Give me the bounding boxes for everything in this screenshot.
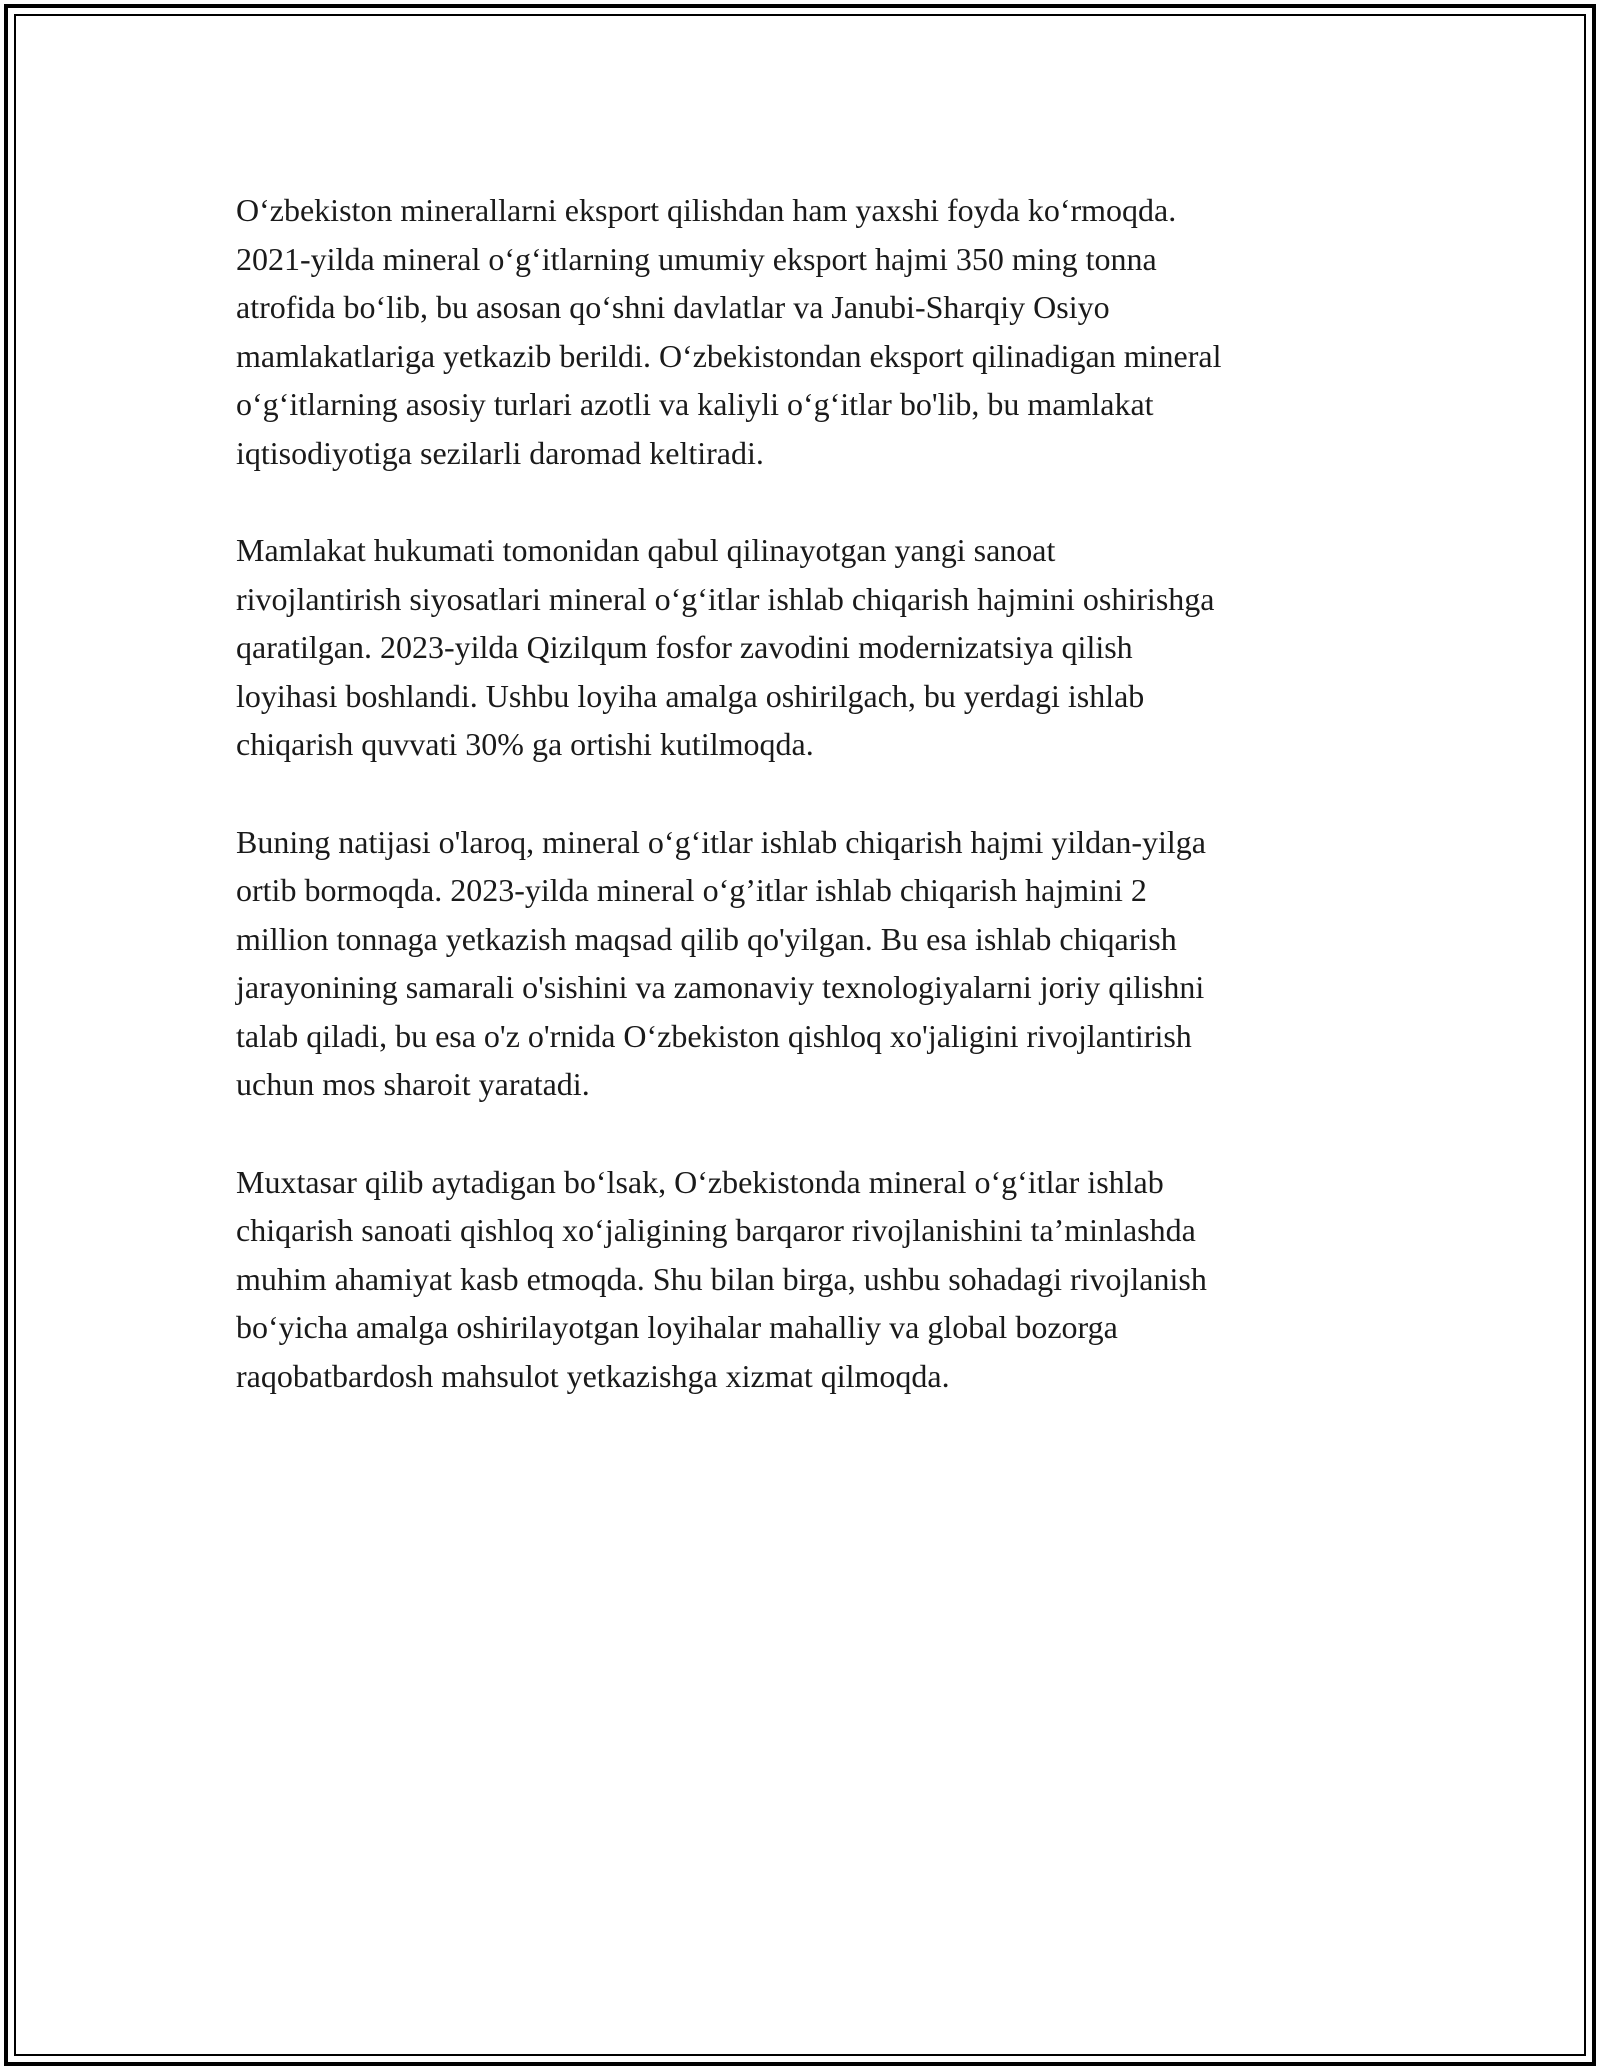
paragraph-policy (236, 526, 1376, 769)
paragraph-production (236, 818, 1376, 1109)
text-line: million tonnaga yetkazish maqsad qilib qo'yilgan. Bu esa ishlab chiqarish (236, 920, 1177, 957)
text-line: chiqarish quvvati 30% ga ortishi kutilmoqda. (236, 726, 814, 762)
text-line: qaratilgan. 2023-yilda Qizilqum fosfor zavodini modernizatsiya qilish (236, 629, 1133, 665)
text-line: chiqarish sanoati qishloq xo‘jaligining barqaror rivojlanishini ta’minlashda (236, 1212, 1196, 1248)
text-line: loyihasi boshlandi. Ushbu loyiha amalga oshirilgach, bu yerdagi ishlab (236, 677, 1145, 714)
text-line: Mamlakat hukumati tomonidan qabul qilinayotgan yangi sanoat (236, 532, 1056, 568)
text-line: raqobatbardosh mahsulot yetkazishga xizmat qilmoqda. (236, 1357, 950, 1394)
text-line: ortib bormoqda. 2023-yilda mineral o‘g’itlar ishlab chiqarish hajmini 2 (236, 872, 1147, 908)
text-line: iqtisodiyotiga sezilarli daromad keltiradi. (236, 434, 764, 471)
text-line: Buning natijasi o'laroq, mineral o‘g‘itlar ishlab chiqarish hajmi yildan-yilga (236, 823, 1206, 860)
paragraph-export (236, 186, 1376, 477)
document-body (236, 186, 1376, 1449)
text-line: o‘g‘itlarning asosiy turlari azotli va kaliyli o‘g‘itlar bo'lib, bu mamlakat (236, 386, 1154, 422)
text-line: rivojlantirish siyosatlari mineral o‘g‘itlar ishlab chiqarish hajmini oshirishga (236, 580, 1215, 617)
text-line: uchun mos sharoit yaratadi. (236, 1066, 590, 1102)
text-line: jarayonining samarali o'sishini va zamonaviy texnologiyalarni joriy qilishni (236, 969, 1205, 1005)
text-line: atrofida bo‘lib, bu asosan qo‘shni davlatlar va Janubi-Sharqiy Osiyo (236, 289, 1110, 325)
text-line: Muxtasar qilib aytadigan bo‘lsak, O‘zbekistonda mineral o‘g‘itlar ishlab (236, 1163, 1164, 1200)
text-line: O‘zbekiston minerallarni eksport qilishdan ham yaxshi foyda ko‘rmoqda. (236, 192, 1177, 228)
paragraph-conclusion (236, 1158, 1376, 1401)
text-line: bo‘yicha amalga oshirilayotgan loyihalar mahalliy va global bozorga (236, 1309, 1118, 1345)
text-line: talab qiladi, bu esa o'z o'rnida O‘zbekiston qishloq xo'jaligini rivojlantirish (236, 1017, 1192, 1054)
text-line: muhim ahamiyat kasb etmoqda. Shu bilan birga, ushbu sohadagi rivojlanish (236, 1260, 1207, 1297)
text-line: mamlakatlariga yetkazib berildi. O‘zbekistondan eksport qilinadigan mineral (236, 337, 1222, 374)
text-line: 2021-yilda mineral o‘g‘itlarning umumiy eksport hajmi 350 ming tonna (236, 240, 1157, 277)
